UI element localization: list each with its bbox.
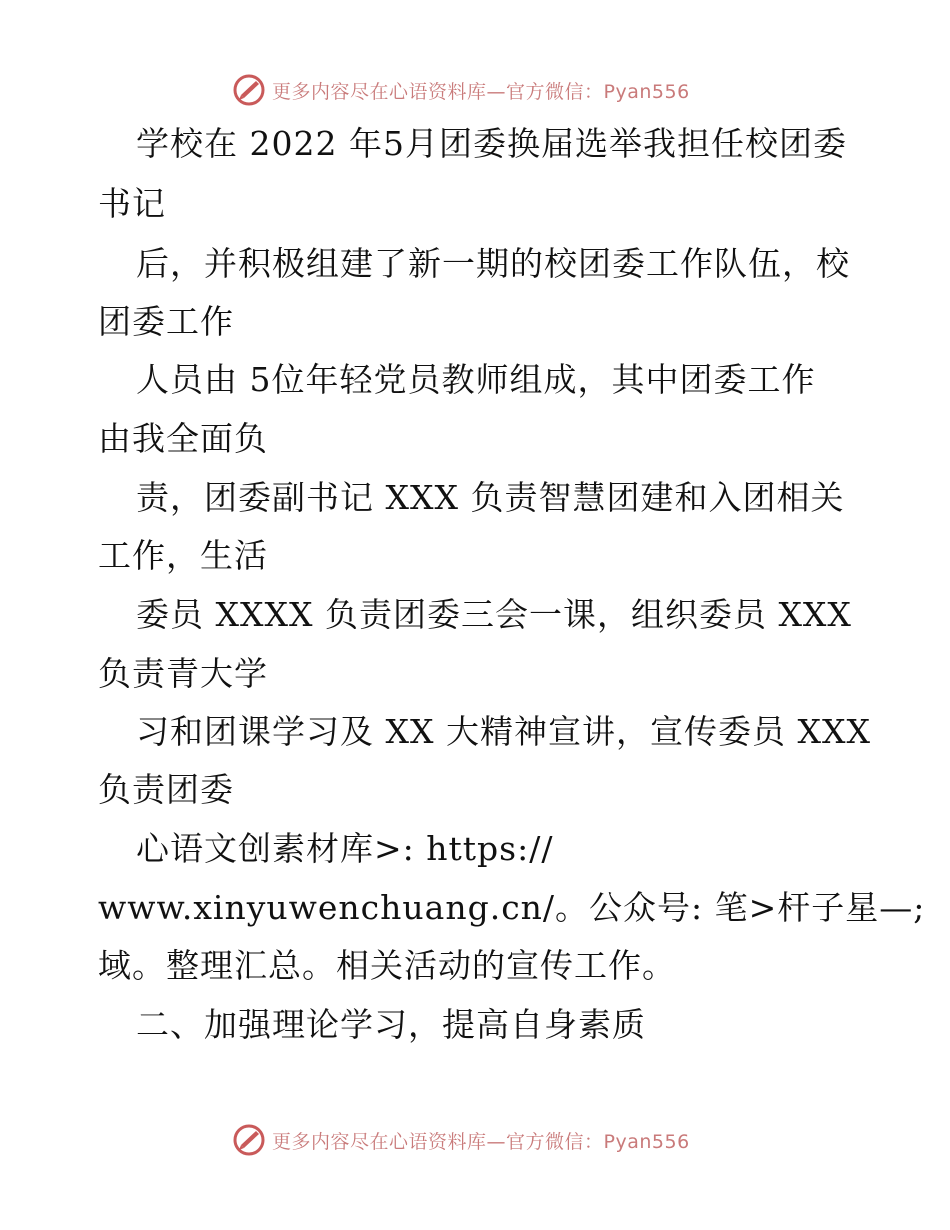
body-line: 学校在 2022 年5月团委换届选举我担任校团委 xyxy=(136,124,847,163)
brand-logo-icon xyxy=(232,1123,266,1157)
body-line: 域。整理汇总。相关活动的宣传工作。 xyxy=(98,946,676,985)
body-line: 团委工作 xyxy=(98,302,234,341)
body-line: 责，团委副书记 XXX 负责智慧团建和入团相关 xyxy=(136,478,845,517)
body-line: 负责青大学 xyxy=(98,654,268,693)
body-line: 书记 xyxy=(98,184,166,223)
body-line: www.xinyuwenchuang.cn/。公众号: 笔>杆子星—; xyxy=(98,888,926,927)
brand-logo-icon xyxy=(232,73,266,107)
body-line: 二、加强理论学习，提高自身素质 xyxy=(136,1005,646,1044)
footer-watermark xyxy=(232,1120,690,1160)
body-line: 工作，生活 xyxy=(98,536,268,575)
body-line: 习和团课学习及 XX 大精神宣讲，宣传委员 XXX xyxy=(136,712,871,751)
footer-watermark-text: 更多内容尽在心语资料库—官方微信：Pyan556 xyxy=(272,1130,690,1153)
header-watermark xyxy=(232,70,690,110)
header-watermark-text: 更多内容尽在心语资料库—官方微信：Pyan556 xyxy=(272,80,690,103)
body-line: 委员 XXXX 负责团委三会一课，组织委员 XXX xyxy=(136,595,852,634)
body-line: 后，并积极组建了新一期的校团委工作队伍，校 xyxy=(136,244,850,283)
body-line: 负责团委 xyxy=(98,770,234,809)
body-line: 人员由 5位年轻党员教师组成，其中团委工作 xyxy=(136,360,816,399)
body-line: 心语文创素材库>: https:// xyxy=(136,829,554,868)
body-line: 由我全面负 xyxy=(98,419,268,458)
